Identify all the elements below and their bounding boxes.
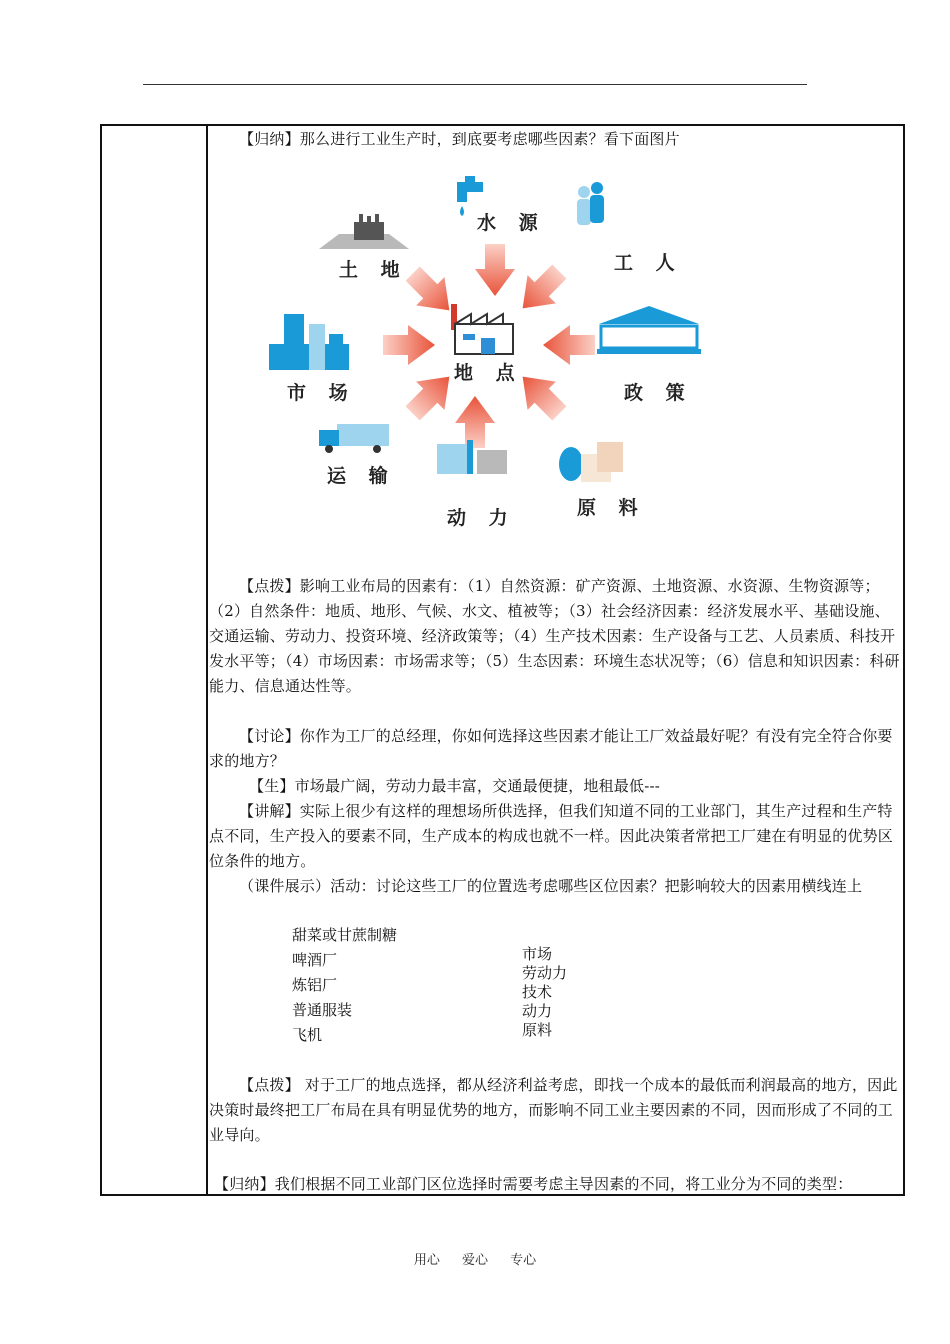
footer-word: 用心 — [413, 1253, 440, 1268]
government-building-icon — [597, 306, 701, 354]
factor-market-label: 市 场 — [287, 382, 356, 404]
jiangjie-paragraph: 【讲解】实际上很少有这样的理想场所供选择，但我们知道不同的工业部门，其生产过程和生产特点不同，生产投入的要素不同，生产成本的构成也就不一样。因此决策者常把工厂建在有明显的优势区位条件的地方。 — [209, 802, 894, 870]
taolun-paragraph: 【讨论】你作为工厂的总经理，你如何选择这些因素才能让工厂效益最好呢？有没有完全符合你要求的地方？ — [209, 727, 893, 770]
factory-icon — [451, 304, 513, 354]
page-footer — [0, 1249, 950, 1268]
workers-icon — [577, 182, 604, 225]
factor-power-label: 动 力 — [447, 507, 516, 529]
factor-workers-label: 工 人 — [614, 252, 683, 274]
arrow-from-policy — [543, 325, 595, 365]
factor-policy-label: 政 策 — [624, 382, 693, 404]
industry-list — [292, 923, 397, 1048]
arrow-from-market — [383, 325, 435, 365]
factor-item: 原料 — [522, 1021, 553, 1039]
factor-materials-label: 原 料 — [577, 497, 646, 519]
dianbo-location-paragraph: 【点拨】 对于工厂的地点选择，都从经济利益考虑，即找一个成本的最低而利润最高的地方，因此决策时最终把工厂布局在具有明显优势的地方，而影响不同工业主要因素的不同，因而形成了不同的工业导向。 — [209, 1076, 898, 1144]
industry-item: 炼铝厂 — [292, 976, 338, 994]
industry-item: 啤酒厂 — [292, 951, 338, 969]
footer-word: 专心 — [510, 1253, 537, 1268]
arrow-from-power — [455, 396, 495, 448]
market-city-icon — [269, 314, 349, 370]
activity-paragraph: （课件展示）活动：讨论这些工厂的位置选考虑哪些区位因素？把影响较大的因素用横线连上 — [239, 877, 863, 895]
industry-item: 普通服装 — [292, 1001, 353, 1019]
factor-item: 动力 — [522, 1002, 553, 1020]
arrow-from-water — [475, 244, 515, 296]
industry-item: 甜菜或甘蔗制糖 — [292, 926, 398, 944]
factor-transport-label: 运 输 — [327, 465, 396, 487]
arrow-from-workers — [508, 257, 573, 322]
center-location-label: 地 点 — [454, 362, 523, 384]
dianbo-factors-paragraph: 【点拨】影响工业布局的因素有：（1）自然资源：矿产资源、土地资源、水资源、生物资源等；（2）自然条件：地质、地形、气候、水文、植被等；（3）社会经济因素：经济发展水平、基础设施、交通运输、劳动力、投资环境、经济政策等；（4）生产技术因素：生产设备与工艺、人员素质、科技开发水平等；（4）市场因素：市场需求等；（5）生态因素：环境生态状况等；（6）信息和知识因素：科研能力、信息通达性等。 — [209, 577, 900, 695]
factor-list — [522, 945, 567, 1040]
factor-water-label: 水 源 — [477, 212, 546, 234]
truck-icon — [319, 424, 389, 453]
industry-item: 飞机 — [292, 1026, 323, 1044]
factor-item: 市场 — [522, 945, 553, 963]
factor-land-label: 土 地 — [339, 259, 408, 281]
footer-word: 爱心 — [461, 1253, 488, 1268]
raw-materials-icon — [559, 442, 623, 482]
factor-item: 技术 — [522, 983, 553, 1001]
water-tap-icon — [457, 176, 483, 216]
student-answer-paragraph: 【生】市场最广阔，劳动力最丰富，交通最便捷，地租最低--- — [249, 777, 661, 795]
guina-types-paragraph: 【归纳】我们根据不同工业部门区位选择时需要考虑主导因素的不同，将工业分为不同的类型： — [214, 1175, 853, 1193]
location-factors-diagram — [259, 174, 729, 574]
factor-item: 劳动力 — [522, 964, 568, 982]
intro-text: 【归纳】那么进行工业生产时，到底要考虑哪些因素？看下面图片 — [239, 130, 680, 148]
power-plant-icon — [437, 440, 507, 474]
lesson-content — [209, 124, 903, 1196]
land-icon — [319, 214, 409, 249]
header-rule — [143, 84, 807, 85]
table-column-divider — [206, 124, 208, 1196]
